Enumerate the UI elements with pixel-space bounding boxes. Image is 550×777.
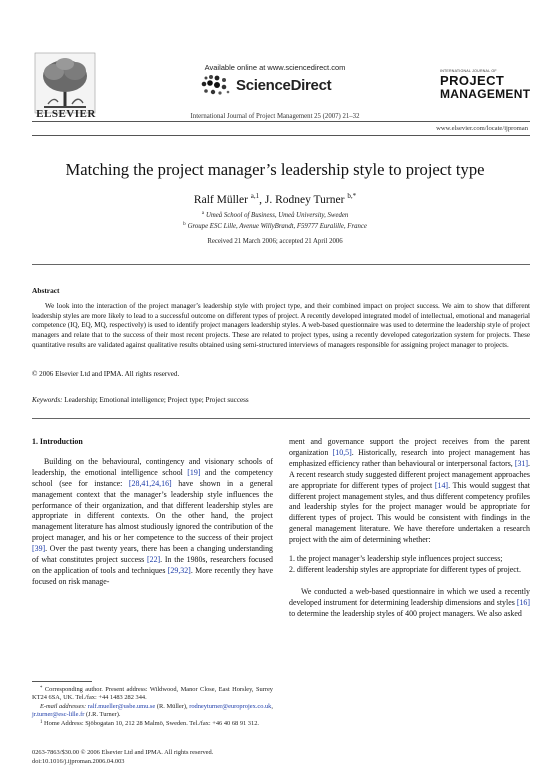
- email-link[interactable]: jr.turner@esc-lille.fr: [32, 710, 85, 718]
- text-run: We conducted a web-based questionnaire in which we used a recently developed instrument for determining leadership dimensions and styles: [289, 586, 530, 607]
- text-run: Home Address: Sjöbogatan 10, 212 28 Malmö, Sweden. Tel./fax: +46 40 68 91 312.: [44, 720, 259, 728]
- email-link[interactable]: ralf.mueller@usbe.umu.se: [87, 702, 156, 710]
- affiliation-b: [0, 222, 550, 230]
- affiliation-b-text: Groupe ESC Lille, Avenue WillyBrandt, F59777 Euralille, France: [187, 223, 367, 230]
- text-run: ment and governance support the project receives from the parent organization: [289, 437, 530, 457]
- journal-url-link[interactable]: www.elsevier.com/locate/ijproman: [436, 125, 528, 132]
- author-separator: ,: [259, 194, 265, 206]
- author-list: [0, 192, 550, 206]
- text-run: . This would suggest that different project management styles, and thus different competency profiles and leadership styles for the project manager would be appropriate for different types of project. This would be consistent with findings in the general management literature. We have therefore undertaken a research project with the aim of determining whether:: [289, 480, 530, 545]
- citation-link[interactable]: [19]: [187, 467, 201, 477]
- sciencedirect-dots-icon: [200, 74, 232, 96]
- footnote-corresponding-author: [32, 685, 273, 703]
- sciencedirect-wordmark: ScienceDirect: [236, 76, 332, 94]
- text-run: ,: [271, 702, 273, 710]
- citation-link[interactable]: [31]: [514, 458, 529, 468]
- keywords-line: [32, 396, 249, 404]
- doi-line[interactable]: doi:10.1016/j.ijproman.2006.04.003: [32, 757, 125, 765]
- citation-link[interactable]: [39]: [32, 544, 46, 554]
- list-item: 2. different leadership styles are appropriate for different types of project.: [289, 564, 521, 574]
- text-run: . In the 1980s, researchers focused on the application of tools and techniques: [32, 555, 273, 575]
- journal-logo-small-text: INTERNATIONAL JOURNAL OF: [440, 69, 497, 73]
- author-1-name: Ralf Müller: [193, 194, 248, 206]
- citation-link[interactable]: [22]: [147, 555, 161, 565]
- intro-paragraph: [32, 457, 273, 588]
- article-title: Matching the project manager’s leadership style to project type: [65, 160, 485, 179]
- abstract-rule-top: [32, 264, 530, 265]
- text-run: and the competency school (see for instance:: [32, 467, 273, 488]
- abstract-body: We look into the interaction of the project manager’s leadership style with project type, and their combined impact on project success. We aim to show that different leadership styles are more likely to lead to a successful outcome on different types of project. A recently developed integrated model of intellectual, emotional and managerial competence (IQ, EQ, MQ, respectively) is used to identify project managers leadership styles. A web-based questionnaire was used to determine the leadership style of project managers and relate that to the success of their most recent projects. These are related to project types, using a recently developed categorization system for projects. These quantitative results are validated against qualitative results obtained using semi-structured interviews of managers responsible for assigning project manager to projects.: [32, 302, 530, 349]
- list-item: 1. the project manager’s leadership style influences project success;: [289, 554, 503, 564]
- header-rule-top: [32, 121, 530, 122]
- footnote-emails: [32, 703, 273, 720]
- text-run: (J.R. Turner).: [84, 710, 121, 718]
- citation-link[interactable]: [29,32]: [167, 565, 191, 575]
- author-2-name: J. Rodney Turner: [264, 194, 345, 206]
- text-run: . A recent research study suggested different project management approaches are appropriate for different types of project: [289, 458, 530, 490]
- citation-link[interactable]: [16]: [516, 597, 530, 607]
- text-run: have shown in a general management context that the manager’s leadership style influences the performance of their organization, and that different leadership styles are appropriate in different contexts. On the other hand, the project management literature has almost studiously ignored the contribution of the project manager, and his or her competence to the success of their project: [32, 478, 273, 543]
- text-run: . More recently they have focused on risk manage-: [32, 565, 273, 586]
- received-dates: Received 21 March 2006; accepted 21 April 2006: [207, 238, 343, 245]
- footnotes: [32, 685, 273, 728]
- keywords-list: Leadership; Emotional intelligence; Project type; Project success: [62, 396, 249, 404]
- affiliation-a-mark: a: [201, 211, 204, 216]
- journal-logo-project: PROJECT: [440, 73, 505, 88]
- affiliation-b-mark: b: [183, 222, 186, 227]
- issn-doi-block: [32, 749, 213, 767]
- issn-line: 0263-7863/$30.00 © 2006 Elsevier Ltd and IPMA. All rights reserved.: [32, 749, 214, 756]
- abstract-heading: Abstract: [32, 286, 60, 295]
- sciencedirect-logo: [200, 74, 331, 96]
- section-heading-introduction: 1. Introduction: [32, 437, 83, 446]
- text-run: . Over the past twenty years, there has been a changing understanding of what constitutes project success: [32, 544, 273, 565]
- body-column-right: [289, 437, 530, 620]
- text-run: Corresponding author. Present address: Wildwood, Manor Close, East Horsley, Surrey KT24 6SA, UK. Tel./fax: +44 1483 282 344.: [32, 686, 273, 702]
- text-run: (R. Müller),: [155, 702, 190, 710]
- journal-citation: International Journal of Project Management 25 (2007) 21–32: [190, 113, 360, 120]
- abstract-rule-bottom: [32, 418, 530, 419]
- available-online-notice[interactable]: Available online at www.sciencedirect.com: [204, 63, 346, 72]
- keywords-label: Keywords:: [32, 396, 63, 404]
- continued-paragraph: [289, 437, 530, 546]
- author-2-affiliation-marks[interactable]: b,*: [347, 192, 357, 200]
- body-column-left: [32, 437, 273, 588]
- author-1-affiliation-marks[interactable]: a,1: [250, 192, 260, 200]
- footnote-home-address: [32, 719, 273, 728]
- citation-link[interactable]: [28,41,24,16]: [128, 478, 172, 488]
- text-run: to determine the leadership styles of 400 project managers. We also asked: [289, 608, 522, 618]
- text-run: Building on the behavioural, contingency and visionary schools of leadership, the emotional intelligence school: [32, 456, 273, 477]
- affiliation-a-text: Umeå School of Business, Umeå University, Sweden: [205, 212, 349, 219]
- footnote-star-mark: *: [40, 686, 43, 691]
- journal-logo-management: MANAGEMENT: [440, 87, 531, 101]
- abstract-copyright: © 2006 Elsevier Ltd and IPMA. All rights reserved.: [32, 370, 180, 378]
- email-link[interactable]: rodneyturner@europrojex.co.uk: [189, 702, 272, 710]
- aims-list: [289, 554, 530, 576]
- affiliation-a: [0, 211, 550, 219]
- text-run: . Historically, research into project management has emphasized efficiency rather than behavioural or interpersonal factors,: [289, 447, 530, 468]
- email-label: E-mail addresses:: [40, 702, 87, 710]
- footnote-rule: [32, 681, 92, 682]
- method-paragraph: [289, 587, 530, 620]
- citation-link[interactable]: [14]: [434, 480, 449, 490]
- citation-link[interactable]: [10,5]: [332, 447, 352, 457]
- elsevier-tree-logo: [34, 52, 96, 114]
- header-rule-bottom: [32, 135, 530, 136]
- publisher-name: ELSEVIER: [36, 108, 96, 120]
- footnote-one-mark: 1: [40, 720, 43, 726]
